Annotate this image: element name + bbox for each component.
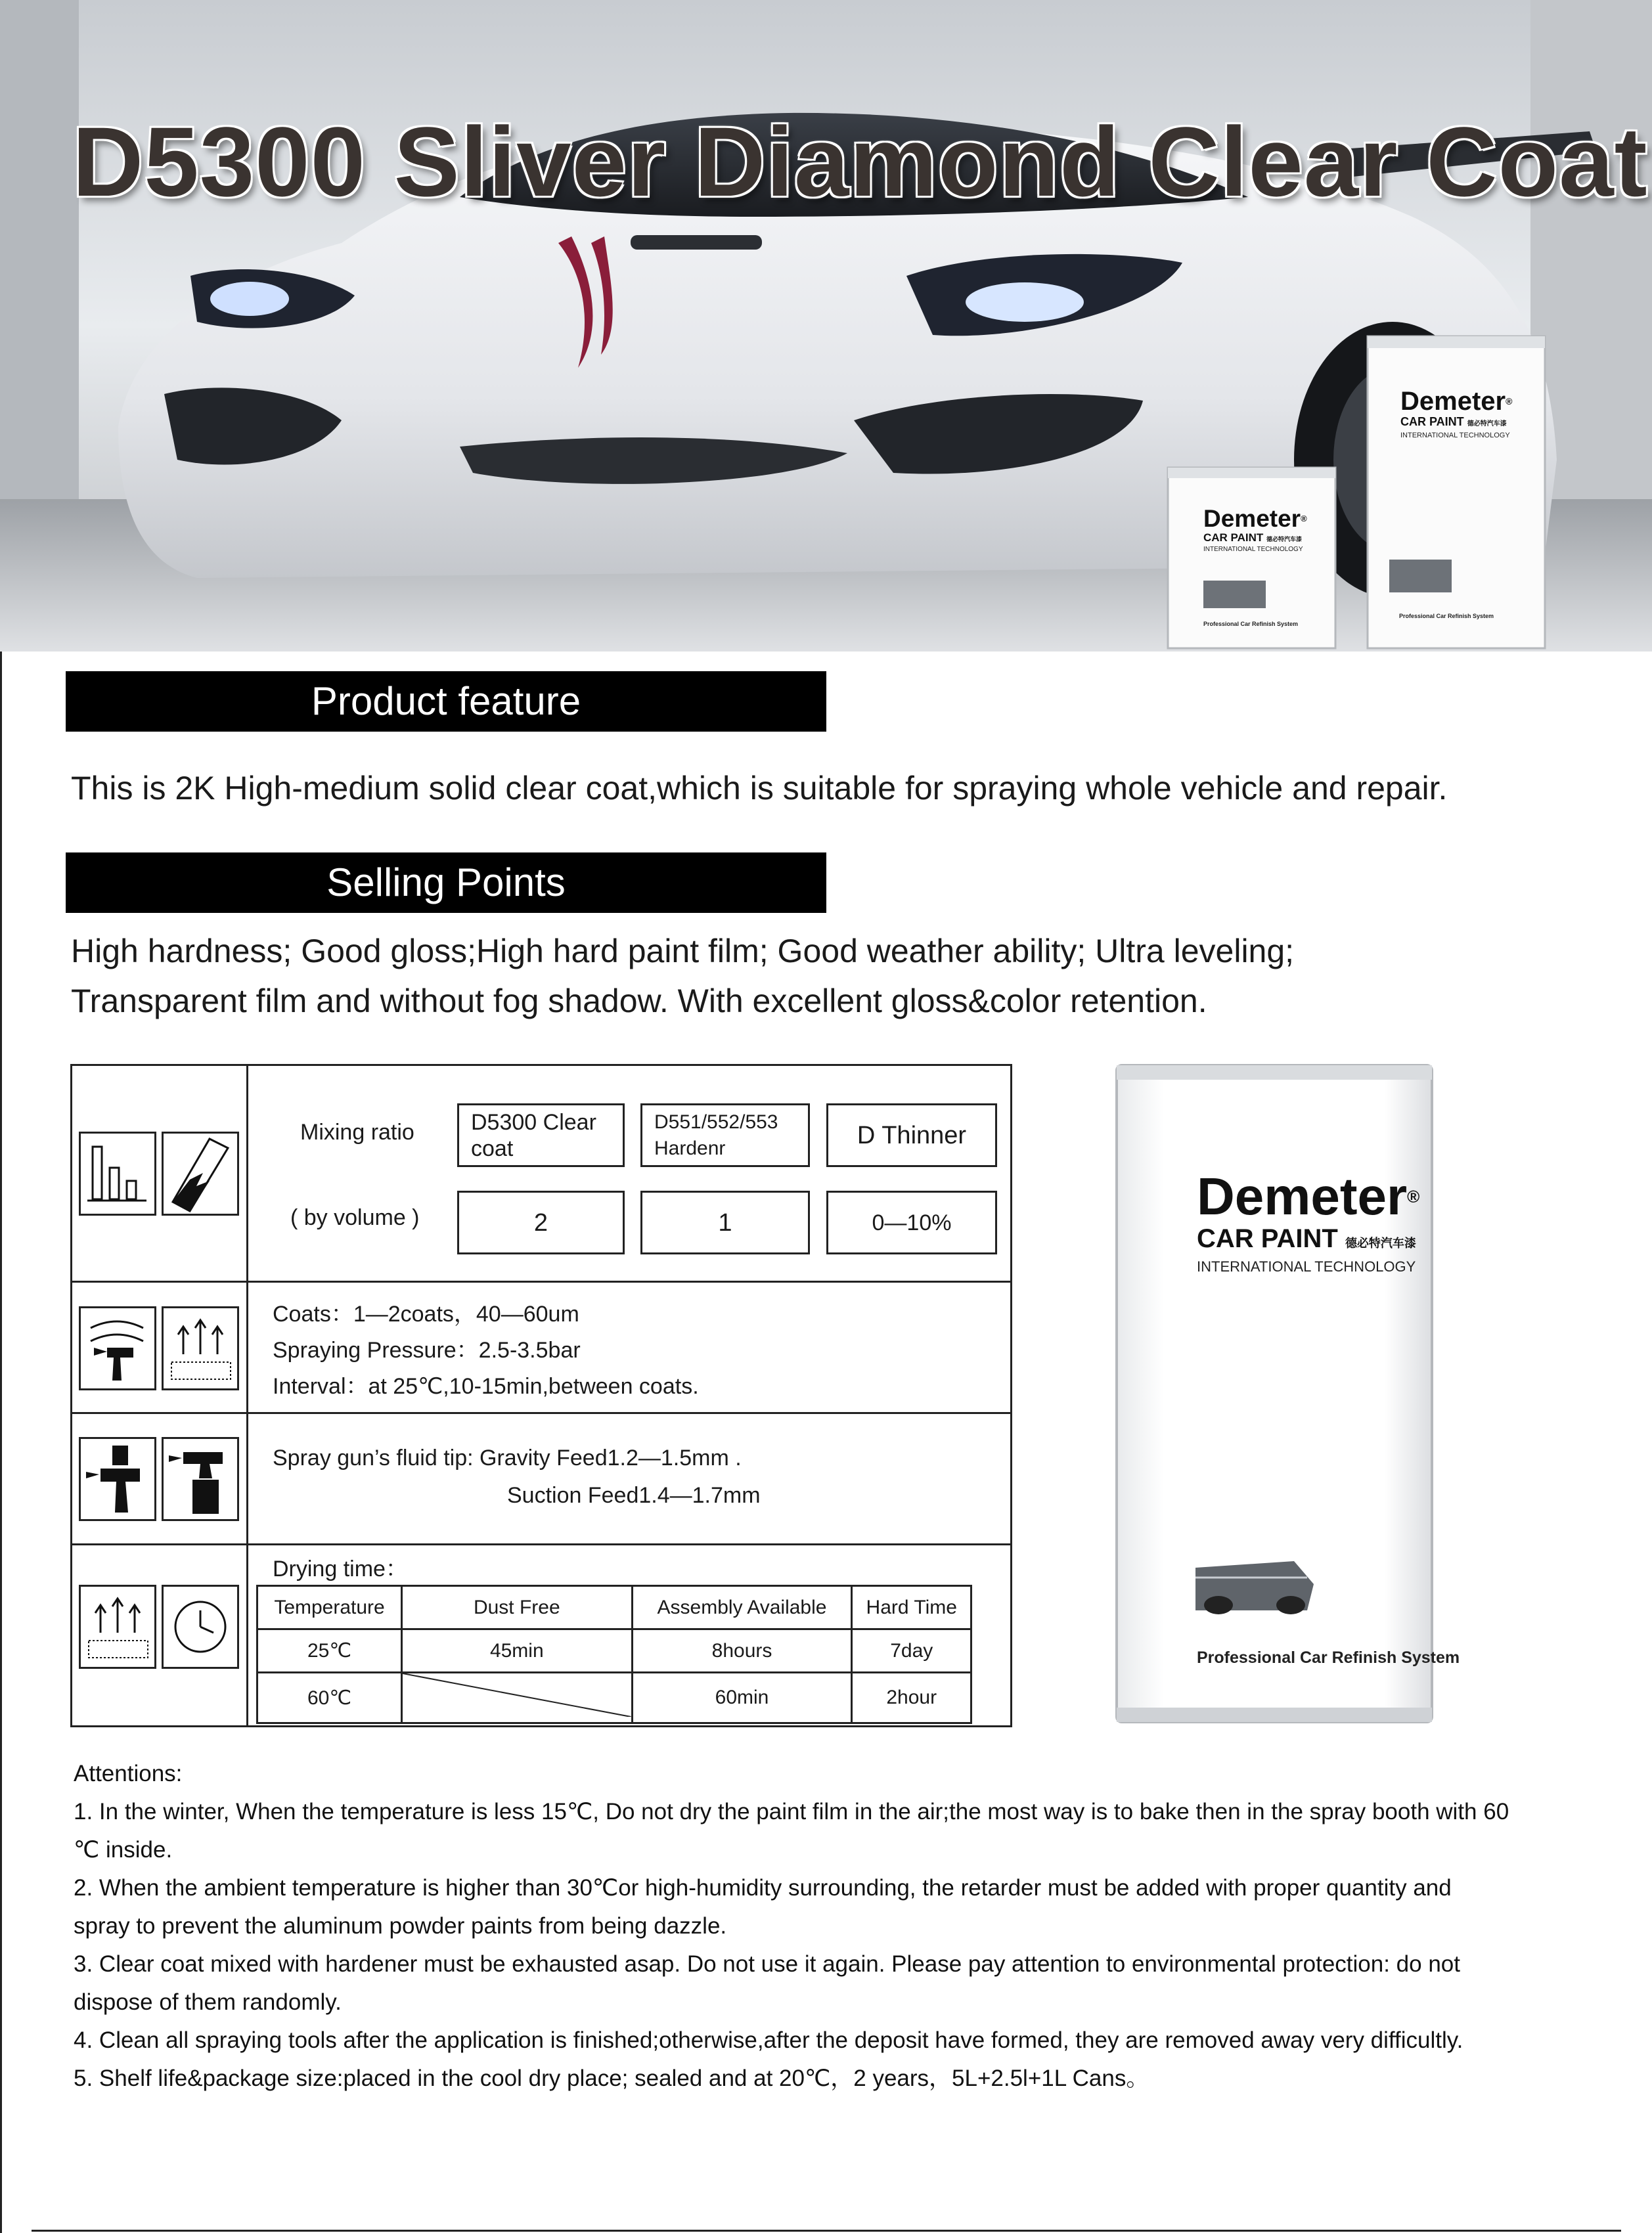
mixing-ratio-icon (79, 1132, 156, 1216)
table-cell: 25℃ (257, 1629, 402, 1673)
table-cell-na (402, 1673, 632, 1723)
attention-item: 3. Clear coat mixed with hardener must be exhausted asap. Do not use it again. Please pay attention to environmental protection: do not (74, 1951, 1460, 1977)
hero-car-illustration (0, 0, 1652, 652)
table-header-cell: Dust Free (402, 1586, 632, 1629)
spray-gun-tip-suction: Suction Feed1.4—1.7mm (507, 1483, 761, 1508)
spec-row-divider (72, 1281, 1010, 1283)
suction-spray-gun-icon (162, 1437, 239, 1521)
attention-item: ℃ inside. (74, 1837, 173, 1863)
table-header-cell: Temperature (257, 1586, 402, 1629)
table-header-cell: Assembly Available (632, 1586, 852, 1629)
selling-points-line-2: Transparent film and without fog shadow. With excellent gloss&color retention. (71, 983, 1207, 1019)
page-border-bottom (32, 2230, 1621, 2232)
product-feature-text: This is 2K High-medium solid clear coat,which is suitable for spraying whole vehicle and repair. (71, 770, 1448, 807)
can-brand-line: CAR PAINT (1197, 1224, 1338, 1253)
table-row (257, 1673, 971, 1723)
attention-item: 1. In the winter, When the temperature is less 15℃, Do not dry the paint film in the air;the most way is to bake then in the spray booth with 60 (74, 1799, 1509, 1824)
table-cell: 8hours (632, 1629, 852, 1673)
interval-spec: Interval：at 25℃,10-15min,between coats. (273, 1374, 699, 1399)
can-illustration (1110, 1059, 1439, 1729)
table-cell: 7day (852, 1629, 971, 1673)
spraying-pressure-spec: Spraying Pressure：2.5-3.5bar (273, 1338, 581, 1363)
selling-points-line-1: High hardness; Good gloss;High hard paint film; Good weather ability; Ultra leveling; (71, 933, 1295, 969)
spec-row-divider (72, 1543, 1010, 1545)
table-cell: 60℃ (257, 1673, 402, 1723)
page-title: D5300 Sliver Diamond Clear Coat (72, 106, 1648, 217)
product-feature-heading: Product feature (66, 671, 826, 732)
attention-item: 2. When the ambient temperature is higher than 30℃or high-humidity surrounding, the retarder must be added with proper quantity and (74, 1875, 1452, 1901)
hero-small-can-label: Demeter® CAR PAINT 德必特汽车漆 INTERNATIONAL TECHNOLOGY Professional Car Refinish System (1203, 505, 1307, 627)
not-applicable-slash (403, 1673, 631, 1717)
can-label: Demeter® CAR PAINT 德必特汽车漆 INTERNATIONAL TECHNOLOGY (1197, 1169, 1446, 1276)
selling-points-heading: Selling Points (66, 852, 826, 913)
heat-flash-icon (162, 1306, 239, 1390)
gravity-spray-gun-icon (79, 1437, 156, 1521)
drying-time-table (256, 1585, 972, 1724)
by-volume-label: ( by volume ) (290, 1205, 420, 1230)
spec-table (70, 1064, 1012, 1727)
mix-component-thinner: D Thinner (826, 1103, 997, 1167)
product-can-image (1110, 1059, 1460, 1729)
can-footer-text: Professional Car Refinish System (1197, 1648, 1460, 1667)
brand-name: Demeter (1400, 387, 1506, 416)
mix-component-hardener: D551/552/553 Hardenr (640, 1103, 810, 1167)
drying-heat-icon (79, 1585, 156, 1669)
table-cell: 2hour (852, 1673, 971, 1723)
table-row (257, 1629, 971, 1673)
table-cell: 45min (402, 1629, 632, 1673)
hero-large-can-label: Demeter® CAR PAINT 德必特汽车漆 INTERNATIONAL TECHNOLOGY Professional Car Refinish System (1399, 387, 1513, 619)
table-cell: 60min (632, 1673, 852, 1723)
mix-value-thinner: 0—10% (826, 1191, 997, 1254)
page-border-left (0, 652, 2, 2233)
spec-row-divider (72, 1412, 1010, 1414)
mix-value-hardener: 1 (640, 1191, 810, 1254)
mix-value-clear-coat: 2 (457, 1191, 625, 1254)
coats-spec: Coats：1—2coats，40—60um (273, 1302, 579, 1327)
table-header-row (257, 1586, 971, 1629)
attention-item: 4. Clean all spraying tools after the application is finished;otherwise,after the deposit have formed, they are removed away very difficultly. (74, 2027, 1463, 2053)
measuring-stick-icon (162, 1132, 239, 1216)
spray-coats-icon (79, 1306, 156, 1390)
can-brand-sub: INTERNATIONAL TECHNOLOGY (1197, 1258, 1416, 1275)
table-header-cell: Hard Time (852, 1586, 971, 1629)
attention-item: dispose of them randomly. (74, 1989, 342, 2015)
mixing-ratio-label: Mixing ratio (300, 1120, 414, 1145)
clock-icon (162, 1585, 239, 1669)
mix-component-clear-coat: D5300 Clear coat (457, 1103, 625, 1167)
can-brand-name: Demeter (1197, 1167, 1408, 1226)
spray-gun-tip-gravity: Spray gun’s fluid tip: Gravity Feed1.2—1.5mm . (273, 1446, 742, 1470)
hero-large-can (1368, 336, 1545, 648)
attentions-heading: Attentions: (74, 1761, 183, 1786)
spec-table-divider (246, 1066, 248, 1725)
attention-item: 5. Shelf life&package size:placed in the cool dry place; sealed and at 20℃，2 years，5L+2.5l+1L Cans。 (74, 2066, 1150, 2091)
hero-banner (0, 0, 1652, 652)
attentions-section (74, 1755, 1584, 2098)
drying-time-label: Drying time： (273, 1557, 408, 1581)
attention-item: spray to prevent the aluminum powder paints from being dazzle. (74, 1913, 727, 1939)
